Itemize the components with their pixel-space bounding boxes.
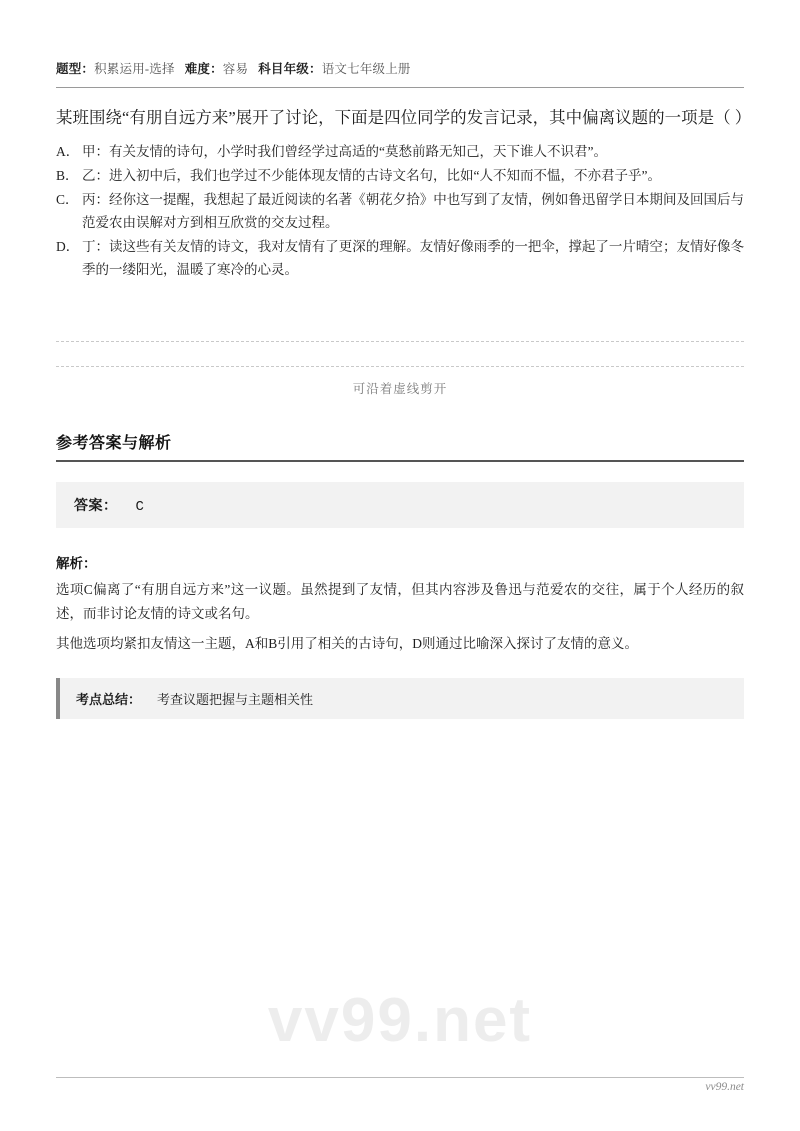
option-item-c bbox=[56, 188, 744, 234]
question-stem: 某班围绕“有朋自远方来”展开了讨论，下面是四位同学的发言记录，其中偏离议题的一项是（ ） bbox=[56, 108, 752, 127]
meta-header bbox=[56, 60, 744, 78]
option-item-a bbox=[56, 140, 744, 163]
option-text: 乙：进入初中后，我们也学过不少能体现友情的古诗文名句，比如“人不知而不愠，不亦君子乎”。 bbox=[82, 168, 661, 183]
cut-line-label: 可沿着虚线剪开 bbox=[352, 382, 448, 396]
meta-difficulty-label: 难度： bbox=[184, 62, 223, 76]
footer-divider bbox=[56, 1077, 744, 1078]
page-content bbox=[56, 0, 752, 719]
analysis-paragraph-1: 选项C偏离了“有朋自远方来”这一议题。虽然提到了友情，但其内容涉及鲁迅与范爱农的交往，属于个人经历的叙述，而非讨论友情的诗文或名句。 bbox=[56, 582, 744, 621]
option-text: 丁：读这些有关友情的诗文，我对友情有了更深的理解。友情好像雨季的一把伞，撑起了一片晴空；友情好像冬季的一缕阳光，温暖了寒冷的心灵。 bbox=[82, 239, 744, 277]
footer-text: vv99.net bbox=[705, 1081, 744, 1093]
keypoint-text: 考查议题把握与主题相关性 bbox=[157, 692, 314, 707]
analysis-label: 解析： bbox=[56, 556, 97, 571]
option-key: D． bbox=[56, 239, 80, 254]
meta-subject-value: 语文七年级上册 bbox=[321, 62, 411, 76]
dashed-line-top bbox=[56, 341, 744, 342]
meta-difficulty-value: 容易 bbox=[222, 62, 249, 76]
answer-label: 答案： bbox=[74, 499, 118, 514]
answer-section-title: 参考答案与解析 bbox=[56, 435, 172, 452]
cut-zone bbox=[56, 341, 744, 397]
answer-value: C bbox=[135, 499, 144, 515]
answer-section-divider bbox=[56, 460, 744, 462]
keypoint-label: 考点总结： bbox=[76, 692, 142, 707]
dashed-line-bottom bbox=[56, 366, 744, 367]
option-item-d bbox=[56, 235, 744, 281]
option-text: 甲：有关友情的诗句，小学时我们曾经学过高适的“莫愁前路无知己，天下谁人不识君”。 bbox=[82, 144, 607, 159]
meta-type-value: 积累运用-选择 bbox=[94, 62, 175, 76]
option-key: A． bbox=[56, 144, 80, 159]
option-key: B． bbox=[56, 168, 79, 183]
option-text: 丙：经你这一提醒，我想起了最近阅读的名著《朝花夕拾》中也写到了友情，例如鲁迅留学日本期间及回国后与范爱农由误解对方到相互欣赏的交友过程。 bbox=[82, 192, 744, 230]
meta-subject-label: 科目年级： bbox=[258, 62, 322, 76]
answer-box bbox=[56, 482, 744, 528]
keypoint-box bbox=[56, 678, 744, 719]
watermark: vv99.net bbox=[267, 986, 533, 1055]
option-list bbox=[56, 140, 744, 281]
option-key: C． bbox=[56, 192, 79, 207]
header-divider bbox=[56, 87, 744, 88]
option-item-b bbox=[56, 164, 744, 187]
meta-type-label: 题型： bbox=[56, 62, 95, 76]
analysis-paragraph-2: 其他选项均紧扣友情这一主题，A和B引用了相关的古诗句，D则通过比喻深入探讨了友情的意义。 bbox=[56, 636, 639, 651]
